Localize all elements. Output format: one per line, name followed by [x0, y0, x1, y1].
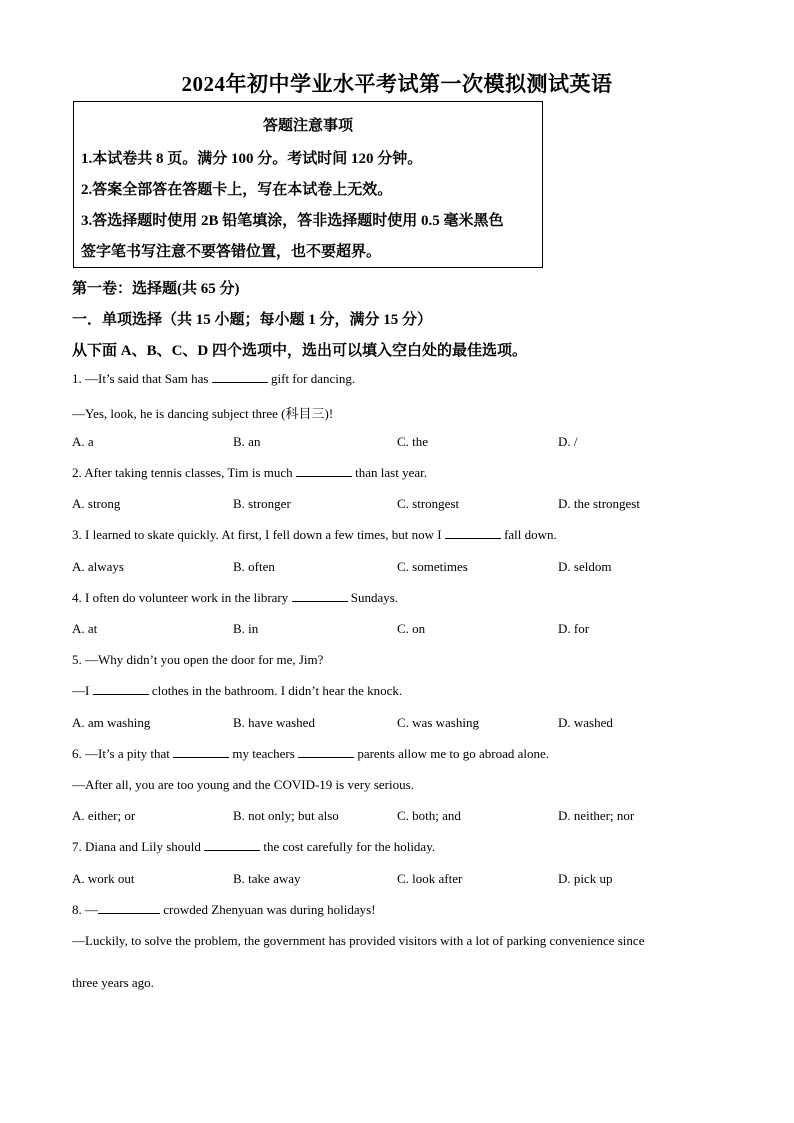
instruction: 从下面 A、B、C、D 四个选项中，选出可以填入空白处的最佳选项。	[72, 343, 528, 359]
question-text: 7. Diana and Lily should	[72, 839, 205, 854]
option-a: A. am washing	[72, 715, 151, 730]
section-heading: 一．单项选择（共 15 小题；每小题 1 分，满分 15 分）	[72, 312, 433, 328]
option-d: D. for	[558, 621, 590, 636]
option-a: A. work out	[72, 871, 135, 886]
question-text: 8. —	[72, 902, 98, 917]
option-c: C. sometimes	[397, 559, 468, 574]
option-d: D. neither; nor	[558, 808, 635, 823]
notice-line: 3.答选择题时使用 2B 铅笔填涂，答非选择题时使用 0.5 毫米黑色	[81, 213, 504, 229]
option-d: D. pick up	[558, 871, 613, 886]
question-text: —I	[72, 683, 93, 698]
answer-blank	[296, 466, 352, 477]
option-d: D. washed	[558, 715, 613, 730]
option-b: B. in	[233, 621, 259, 636]
option-c: C. strongest	[397, 496, 460, 511]
question-text: parents allow me to go abroad alone.	[354, 746, 549, 761]
question-6-reply: —After all, you are too young and the COVID-19 is very serious.	[72, 777, 414, 792]
answer-blank	[173, 747, 229, 758]
notice-box	[73, 101, 543, 268]
question-text: clothes in the bathroom. I didn’t hear the knock.	[148, 683, 403, 698]
answer-blank	[298, 747, 354, 758]
question-3	[72, 527, 557, 543]
notice-heading: 答题注意事项	[262, 118, 353, 134]
question-text: fall down.	[500, 527, 557, 542]
option-b: B. not only; but also	[233, 808, 339, 823]
question-text: crowded Zhenyuan was during holidays!	[160, 902, 376, 917]
question-4	[72, 590, 398, 606]
option-b: B. have washed	[233, 715, 315, 730]
question-text: 2. After taking tennis classes, Tim is much	[72, 465, 296, 480]
option-c: C. on	[397, 621, 426, 636]
question-text: 4. I often do volunteer work in the library	[72, 590, 292, 605]
answer-blank	[212, 372, 268, 383]
notice-line: 2.答案全部答在答题卡上，写在本试卷上无效。	[81, 182, 393, 198]
question-text: than last year.	[351, 465, 427, 480]
question-5-reply	[72, 683, 402, 699]
option-b: B. an	[233, 434, 261, 449]
option-a: A. strong	[72, 496, 121, 511]
option-b: B. stronger	[233, 496, 291, 511]
question-text: 6. —It’s a pity that	[72, 746, 174, 761]
option-c: C. the	[397, 434, 429, 449]
answer-blank	[292, 591, 348, 602]
question-text: the cost carefully for the holiday.	[260, 839, 436, 854]
option-a: A. either; or	[72, 808, 136, 823]
question-text: Sundays.	[347, 590, 399, 605]
question-5: 5. —Why didn’t you open the door for me, Jim?	[72, 652, 324, 667]
option-c: C. look after	[397, 871, 463, 886]
question-text: gift for dancing.	[267, 371, 356, 386]
option-d: D. seldom	[558, 559, 612, 574]
question-8-reply-cont: three years ago.	[72, 975, 154, 990]
option-a: A. at	[72, 621, 98, 636]
question-text: 3. I learned to skate quickly. At first, I fell down a few times, but now I	[72, 527, 445, 542]
question-text: 1. —It’s said that Sam has	[72, 371, 212, 386]
option-d: D. the strongest	[558, 496, 640, 511]
question-8	[72, 902, 376, 918]
notice-line: 1.本试卷共 8 页。满分 100 分。考试时间 120 分钟。	[81, 151, 423, 167]
exam-title: 2024年初中学业水平考试第一次模拟测试英语	[181, 72, 613, 96]
answer-blank	[445, 528, 501, 539]
option-c: C. both; and	[397, 808, 461, 823]
option-b: B. often	[233, 559, 275, 574]
question-2	[72, 465, 427, 481]
option-c: C. was washing	[397, 715, 479, 730]
option-d: D. /	[558, 434, 578, 449]
question-6	[72, 746, 549, 762]
question-7	[72, 839, 435, 855]
question-text: my teachers	[229, 746, 299, 761]
answer-blank	[204, 840, 260, 851]
part-heading: 第一卷：选择题(共 65 分)	[72, 281, 240, 297]
notice-line: 签字笔书写注意不要答错位置，也不要超界。	[81, 244, 382, 260]
question-1	[72, 371, 355, 387]
answer-blank	[93, 684, 149, 695]
option-a: A. always	[72, 559, 124, 574]
answer-blank	[98, 903, 160, 914]
question-1-reply: —Yes, look, he is dancing subject three (科目三)!	[72, 406, 334, 421]
option-b: B. take away	[233, 871, 301, 886]
option-a: A. a	[72, 434, 94, 449]
question-8-reply: —Luckily, to solve the problem, the government has provided visitors with a lot of parking convenience since	[72, 933, 645, 948]
